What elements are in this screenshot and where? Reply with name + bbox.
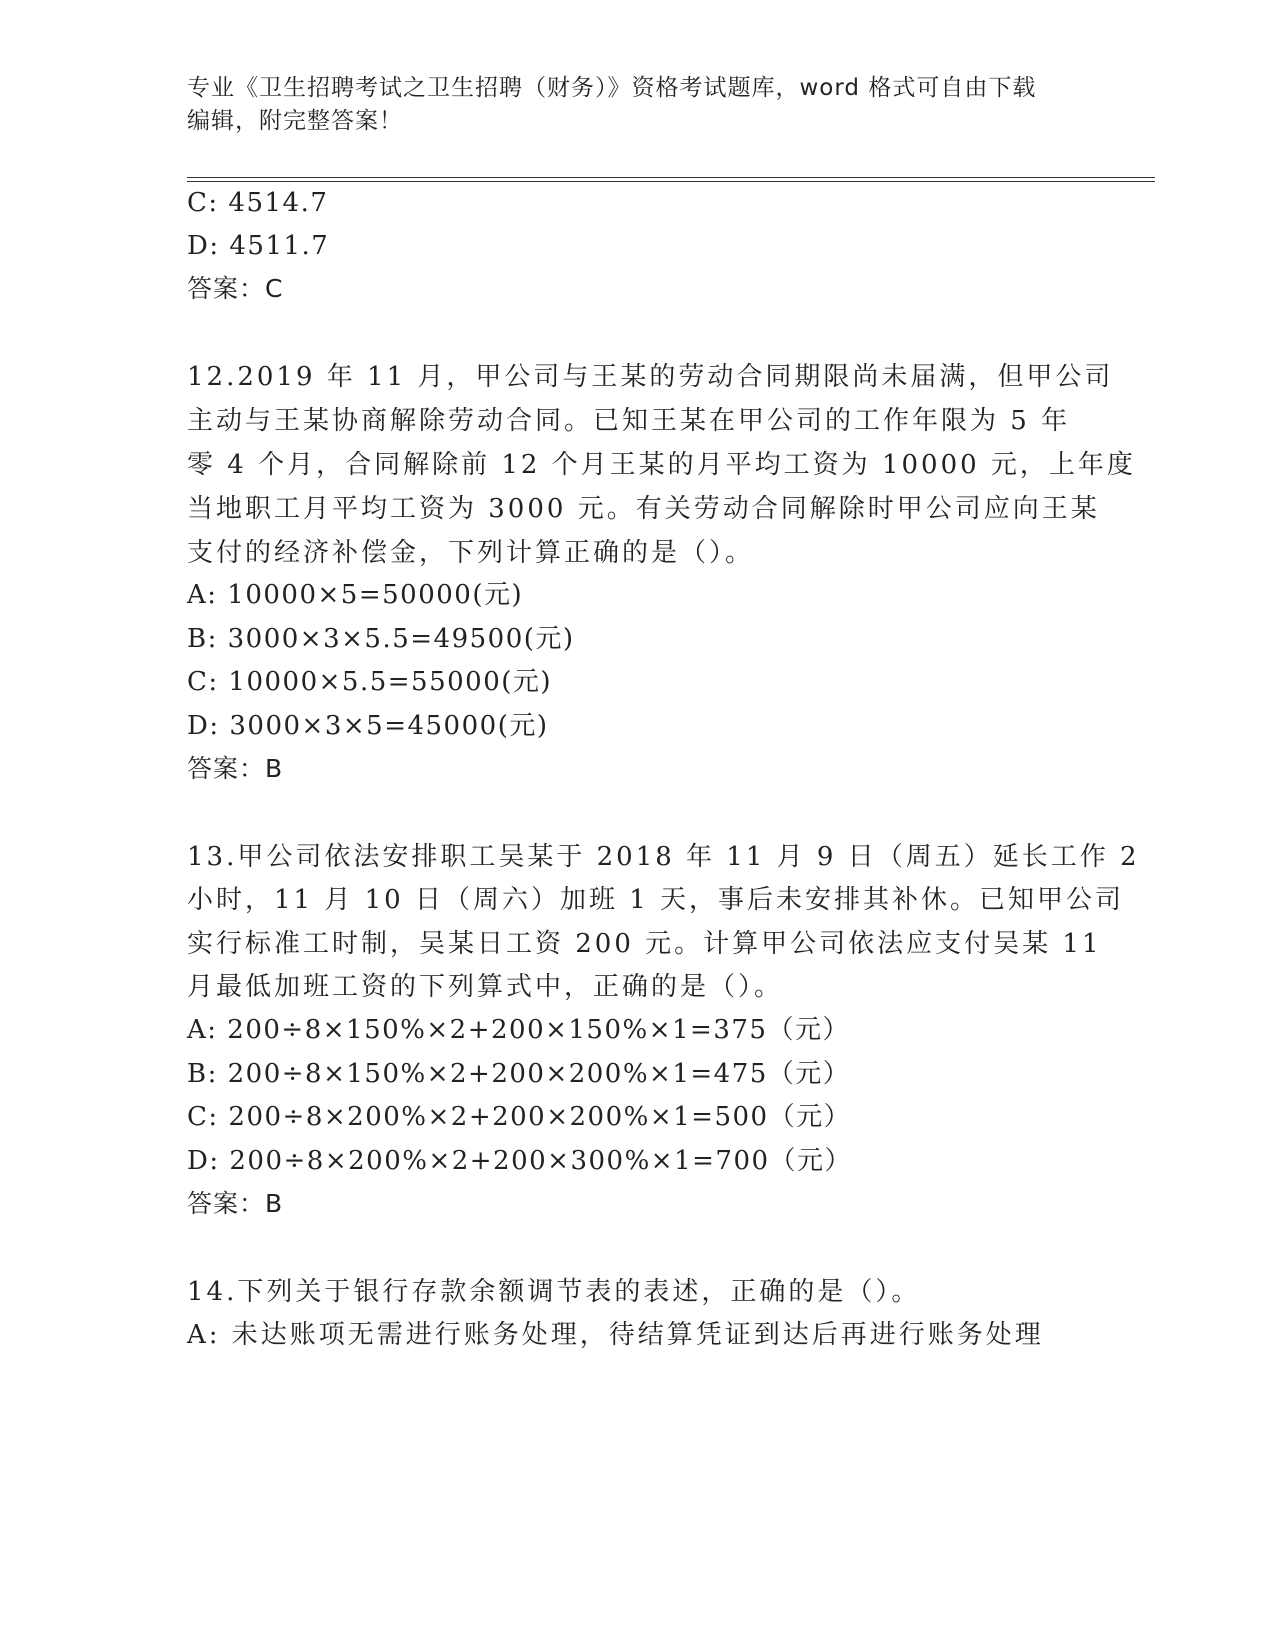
q12-stem-line-4: 当地职工月平均工资为 3000 元。有关劳动合同解除时甲公司应向王某 (187, 494, 1100, 524)
header-title-line-1: 专业《卫生招聘考试之卫生招聘（财务）》资格考试题库，word 格式可自由下载 (187, 75, 1037, 101)
q12-stem-line-2: 主动与王某协商解除劳动合同。已知王某在甲公司的工作年限为 5 年 (187, 406, 1071, 436)
q11-option-d: D: 4511.7 (187, 231, 330, 261)
q12-stem-line-5: 支付的经济补偿金，下列计算正确的是（）。 (187, 538, 755, 568)
q11-answer: 答案：C (187, 274, 284, 303)
q12-option-c: C: 10000×5.5=55000(元) (187, 667, 553, 697)
q13-stem-line-4: 月最低加班工资的下列算式中，正确的是（）。 (187, 972, 784, 1002)
document-header (187, 72, 1087, 138)
q12-option-d: D: 3000×3×5=45000(元) (187, 711, 549, 741)
q12-answer: 答案：B (187, 754, 284, 783)
q13-stem-line-2: 小时，11 月 10 日（周六）加班 1 天，事后未安排其补休。已知甲公司 (187, 885, 1125, 915)
q13-option-c: C: 200÷8×200%×2+200×200%×1=500（元） (187, 1102, 852, 1132)
q13-answer: 答案：B (187, 1189, 284, 1218)
q12-option-a: A: 10000×5=50000(元) (187, 580, 524, 610)
q14-option-a: A: 未达账项无需进行账务处理，待结算凭证到达后再进行账务处理 (187, 1320, 1044, 1350)
q13-option-b: B: 200÷8×150%×2+200×200%×1=475（元） (187, 1059, 851, 1089)
q13-option-d: D: 200÷8×200%×2+200×300%×1=700（元） (187, 1146, 853, 1176)
q13-stem-line-3: 实行标准工时制，吴某日工资 200 元。计算甲公司依法应支付吴某 11 (187, 929, 1102, 959)
header-title-line-2: 编辑，附完整答案！ (187, 108, 403, 134)
q12-stem-line-3: 零 4 个月，合同解除前 12 个月王某的月平均工资为 10000 元，上年度 (187, 450, 1136, 480)
q12-stem-line-1: 12.2019 年 11 月，甲公司与王某的劳动合同期限尚未届满，但甲公司 (187, 362, 1114, 392)
q13-option-a: A: 200÷8×150%×2+200×150%×1=375（元） (187, 1015, 850, 1045)
header-divider (187, 177, 1155, 182)
q11-option-c: C: 4514.7 (187, 188, 329, 218)
q12-option-b: B: 3000×3×5.5=49500(元) (187, 624, 575, 654)
q13-stem-line-1: 13.甲公司依法安排职工吴某于 2018 年 11 月 9 日（周五）延长工作 2 (187, 842, 1140, 872)
q14-stem-line-1: 14.下列关于银行存款余额调节表的表述，正确的是（）。 (187, 1277, 921, 1307)
